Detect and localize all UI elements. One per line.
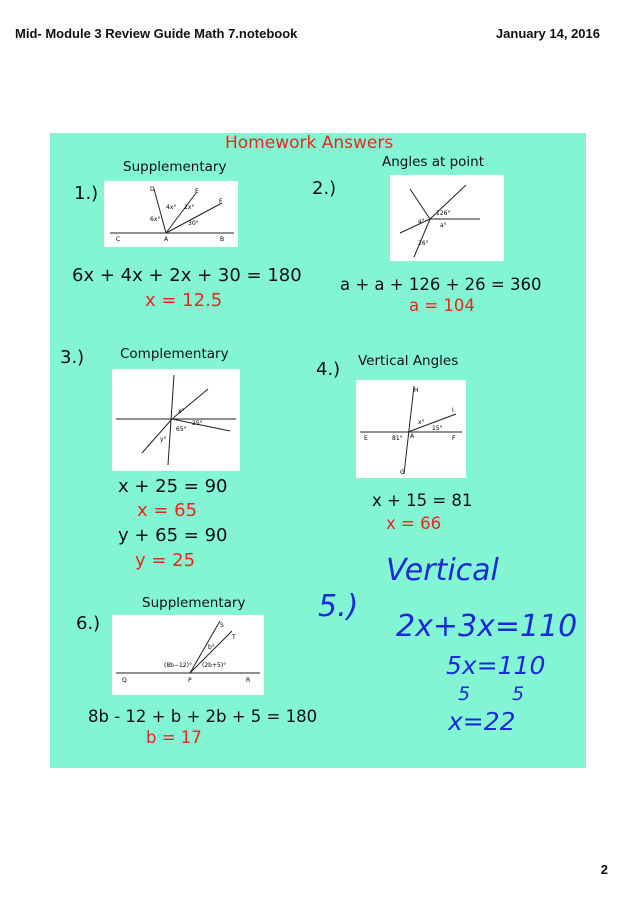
p4-letter-a: A [410, 433, 415, 440]
p4-equation: x + 15 = 81 [372, 491, 473, 510]
p4-label: Vertical Angles [358, 353, 459, 369]
p5-vertical: Vertical [386, 553, 499, 588]
p3-angle-25: 25° [192, 420, 203, 427]
p1-number: 1.) [74, 183, 99, 204]
board-title: Homework Answers [225, 133, 394, 153]
p1-letter-e: E [195, 188, 199, 195]
p5-divisor-1: 5 [458, 683, 471, 705]
p1-angle-2x: 2x° [184, 204, 195, 211]
p4-angle-15: 15° [432, 425, 443, 432]
header-date: January 14, 2016 [495, 26, 600, 41]
p3-angle-y: y° [160, 436, 167, 443]
p1-angle-6x: 6x° [150, 216, 161, 223]
p2-equation: a + a + 126 + 26 = 360 [340, 275, 542, 294]
p1-equation: 6x + 4x + 2x + 30 = 180 [72, 265, 302, 286]
p3-equation-2: y + 65 = 90 [118, 525, 228, 546]
p4-figure [356, 380, 466, 478]
p3-angle-x: x° [178, 408, 185, 415]
p4-answer: x = 66 [386, 514, 442, 533]
p6-letter-q: Q [122, 677, 127, 684]
p3-label: Complementary [120, 346, 229, 362]
p1-letter-b: B [220, 236, 225, 243]
p5-number: 5.) [318, 589, 359, 624]
p1-figure [104, 181, 238, 247]
p1-letter-a: A [164, 236, 169, 243]
p4-letter-f: F [452, 435, 456, 442]
p1-letter-f: F [219, 198, 223, 205]
p4-letter-h: H [414, 387, 419, 394]
p6-equation: 8b - 12 + b + 2b + 5 = 180 [88, 707, 318, 726]
p2-figure [390, 175, 504, 261]
p6-angle-2b: (2b+5)° [202, 662, 227, 669]
p4-angle-81: 81° [392, 435, 403, 442]
p6-angle-8b: (8b−12)° [164, 662, 192, 669]
notebook-title: Mid- Module 3 Review Guide Math 7.notebook [15, 26, 298, 41]
p3-number: 3.) [60, 347, 85, 368]
p4-letter-g: G [400, 469, 405, 476]
page-number: 2 [600, 862, 608, 877]
p6-number: 6.) [76, 613, 101, 634]
p2-angle-26: 26° [418, 240, 429, 247]
p2-answer: a = 104 [409, 296, 475, 315]
p2-angle-126: 126° [436, 210, 451, 217]
p5-divisor-2: 5 [512, 683, 525, 705]
p1-angle-4x: 4x° [166, 204, 177, 211]
p6-letter-r: R [246, 677, 251, 684]
p5-handwritten-work [312, 538, 584, 738]
p6-angle-b: b° [208, 644, 215, 651]
p4-angle-x: x° [418, 419, 425, 426]
p2-number: 2.) [312, 178, 337, 199]
p6-answer: b = 17 [146, 728, 202, 747]
p4-letter-e: E [364, 435, 368, 442]
p3-angle-65: 65° [176, 426, 187, 433]
p3-equation-1: x + 25 = 90 [118, 476, 228, 497]
p1-answer: x = 12.5 [145, 290, 223, 311]
p6-figure [112, 615, 264, 695]
p1-label: Supplementary [123, 159, 227, 175]
p5-answer: x=22 [448, 707, 516, 736]
p6-label: Supplementary [142, 595, 246, 611]
p3-answer-1: x = 65 [137, 500, 198, 521]
p4-number: 4.) [316, 359, 341, 380]
p6-letter-s: S [220, 622, 224, 629]
p6-letter-p: P [188, 677, 192, 684]
p2-label: Angles at point [382, 154, 485, 170]
p1-letter-c: C [116, 236, 121, 243]
p3-answer-2: y = 25 [135, 550, 196, 571]
p1-letter-d: D [150, 186, 155, 193]
p2-angle-a1: a° [418, 218, 425, 225]
p1-angle-30: 30° [188, 220, 199, 227]
p2-angle-a2: a° [440, 222, 447, 229]
p3-figure [112, 369, 240, 471]
p6-letter-t: T [232, 634, 236, 641]
p5-step-1: 5x=110 [446, 651, 546, 680]
p4-letter-i: I [452, 407, 454, 414]
p5-equation: 2x+3x=110 [396, 609, 578, 644]
homework-board [50, 133, 586, 768]
